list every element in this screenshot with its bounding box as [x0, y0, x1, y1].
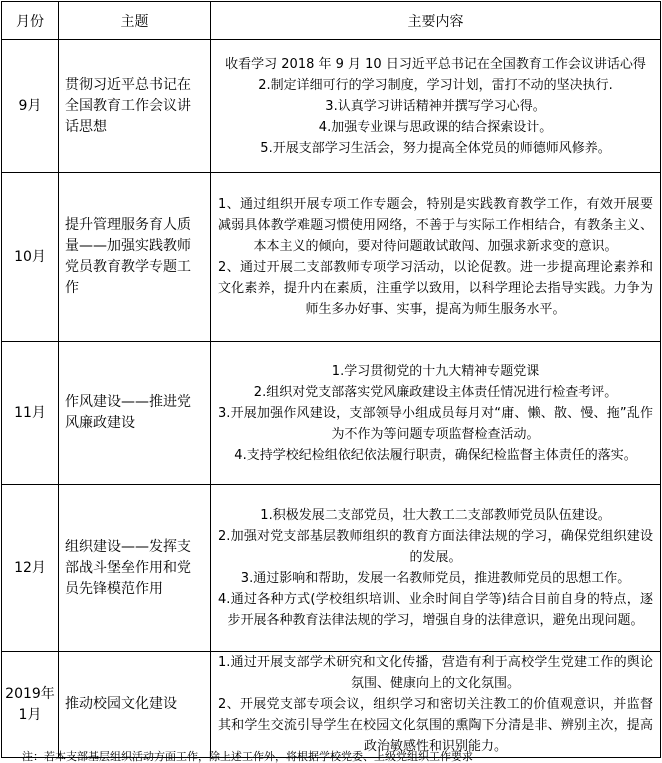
- content-item: 2、通过开展二支部教师专项学习活动，以论促教。进一步提高理论素养和文化素养，提升内在素质，注重学以致用，以科学理论去指导实践。力争为师生多办好事、实事，提高为师生服务水平。: [218, 260, 653, 317]
- content-item: 2、开展党支部专项会议，组织学习和密切关注教工的价值观意识，并监督其和学生交流引导学生在校园文化氛围的熏陶下分清是非、辨别主次，提高政治敏感性和识别能力。: [218, 697, 653, 754]
- header-row: [2, 2, 661, 40]
- work-plan-table: [1, 1, 661, 758]
- header-month: 月份: [2, 2, 59, 40]
- content-item: 1.积极发展二支部党员，壮大教工二支部教师党员队伍建设。: [260, 508, 611, 523]
- content-item: 3.通过影响和帮助，发展一名教师党员，推进教师党员的思想工作。: [240, 571, 631, 586]
- table-row: [2, 173, 661, 342]
- content-item: 1.通过开展支部学术研究和文化传播，营造有利于高校学生党建工作的舆论氛围、健康向上的文化氛围。: [218, 655, 653, 691]
- table-row: [2, 652, 661, 758]
- content-cell: [211, 485, 661, 652]
- month-cell: 10月: [2, 173, 59, 342]
- content-cell: [211, 173, 661, 342]
- content-item: 1、通过组织开展专项工作专题会，特别是实践教育教学工作，有效开展要减弱具体教学难题习惯使用网络，不善于与实际工作相结合，有教条主义、本本主义的倾向，要对待问题敢试敢闯、加强求新求变的意识。: [218, 197, 653, 254]
- header-theme: 主题: [59, 2, 211, 40]
- content-item: 3.认真学习讲话精神并撰写学习心得。: [325, 98, 546, 114]
- header-content: 主要内容: [211, 2, 661, 40]
- content-item: 5.开展支部学习生活会，努力提高全体党员的师德师风修养。: [260, 140, 611, 156]
- content-item: 2.制定详细可行的学习制度，学习计划，雷打不动的坚决执行.: [258, 77, 613, 93]
- month-cell: 11月: [2, 342, 59, 485]
- content-item: 3.开展加强作风建设，支部领导小组成员每月对“庸、懒、散、慢、拖”乱作为不作为等问题专项监督检查活动。: [218, 405, 653, 442]
- content-item: 2.加强对党支部基层教师组织的教育方面法律法规的学习，确保党组织建设的发展。: [218, 529, 653, 565]
- table-row: [2, 485, 661, 652]
- content-cell: [211, 652, 661, 758]
- footnote: 注：若本支部基层组织活动方面工作，除上述工作外，将根据学校党委、上级党组织工作要求: [22, 750, 473, 763]
- theme-cell: 组织建设——发挥支部战斗堡垒作用和党员先锋模范作用: [59, 485, 211, 652]
- content-item: 4.加强专业课与思政课的结合探索设计。: [318, 119, 553, 135]
- theme-cell: 贯彻习近平总书记在全国教育工作会议讲话思想: [59, 40, 211, 173]
- content-cell: [211, 342, 661, 485]
- theme-cell: 作风建设——推进党风廉政建设: [59, 342, 211, 485]
- content-item: 收看学习 2018 年 9 月 10 日习近平总书记在全国教育工作会议讲话心得: [225, 56, 646, 72]
- content-item: 4.支持学校纪检组依纪依法履行职责，确保纪检监督主体责任的落实。: [234, 447, 637, 463]
- theme-cell: 推动校园文化建设: [59, 652, 211, 758]
- content-item: 1.学习贯彻党的十九大精神专题党课: [331, 363, 540, 379]
- content-item: 2.组织对党支部落实党风廉政建设主体责任情况进行检查考评。: [253, 384, 618, 400]
- theme-cell: 提升管理服务育人质量——加强实践教师党员教育教学专题工作: [59, 173, 211, 342]
- month-cell: 2019年1月: [2, 652, 59, 758]
- content-cell: [211, 40, 661, 173]
- table-row: [2, 342, 661, 485]
- table-row: [2, 40, 661, 173]
- month-cell: 12月: [2, 485, 59, 652]
- content-item: 4.通过各种方式(学校组织培训、业余时间自学等)结合目前自身的特点，逐步开展各种教育法律法规的学习，增强自身的法律意识，避免出现问题。: [218, 592, 653, 628]
- month-cell: 9月: [2, 40, 59, 173]
